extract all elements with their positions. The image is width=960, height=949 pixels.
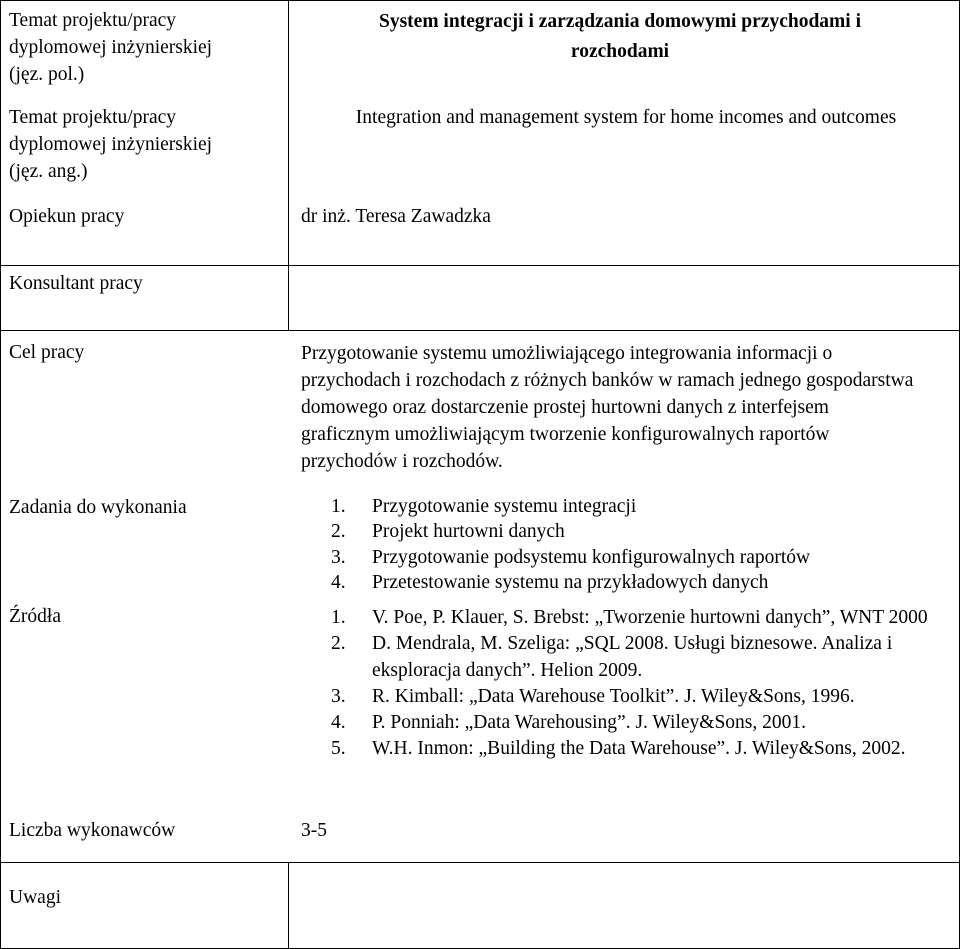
list-item: 4. P. Ponniah: „Data Warehousing”. J. Wiley&Sons, 2001. [331,712,807,734]
sources-list [331,605,929,763]
list-item: 3. R. Kimball: „Data Warehouse Toolkit”. J. Wiley&Sons, 1996. [331,685,855,707]
topic-en-value: Integration and management system for home incomes and outcomes [355,107,897,128]
column-divider-top [288,0,289,265]
topic-pl-label: Temat projektu/pracy dyplomowej inżynierskiej (jęz. pol.) [9,10,213,85]
list-item: 2. D. Mendrala, M. Szeliga: „SQL 2008. Usługi biznesowe. Analiza i eksploracja danych”. Helion 2009. [331,633,893,681]
executors-label: Liczba wykonawców [9,820,176,841]
goal-label: Cel pracy [9,342,85,363]
row-divider [0,265,960,266]
list-item: 1. Przygotowanie systemu integracji [331,496,637,517]
tasks-label: Zadania do wykonania [9,497,187,518]
list-item: 3. Przygotowanie podsystemu konfigurowalnych raportów [331,546,811,568]
supervisor-value: dr inż. Teresa Zawadzka [301,206,491,227]
list-item: 2. Projekt hurtowni danych [331,521,565,543]
sources-label: Źródła [9,606,61,627]
notes-label: Uwagi [9,887,61,908]
topic-en-label: Temat projektu/pracy dyplomowej inżynierskiej (jęz. ang.) [9,107,213,182]
list-item: 5. W.H. Inmon: „Building the Data Warehouse”. J. Wiley&Sons, 2002. [331,738,906,760]
supervisor-label: Opiekun pracy [9,206,125,227]
column-divider-consultant [288,265,289,330]
executors-value: 3-5 [301,820,327,841]
list-item: 1. V. Poe, P. Klauer, S. Brebst: „Tworzenie hurtowni danych”, WNT 2000 [331,607,928,628]
consultant-label: Konsultant pracy [9,273,143,294]
row-divider [0,330,960,331]
topic-pl-value: System integracji i zarządzania domowymi przychodami i rozchodami [378,11,861,62]
row-divider [0,862,960,863]
tasks-list [331,494,931,595]
list-item: 4. Przetestowanie systemu na przykładowych danych [331,571,769,593]
column-divider-notes [288,862,289,948]
goal-value: Przygotowanie systemu umożliwiającego integrowania informacji o przychodach i rozchodach z różnych banków w ramach jednego gospodarstwa domowego oraz dostarczenie prostej hurtowni danych z interfejsem graficznym umożliwiającym tworzenie konfigurowalnych raportów przychodów i rozchodów. [301,343,914,472]
